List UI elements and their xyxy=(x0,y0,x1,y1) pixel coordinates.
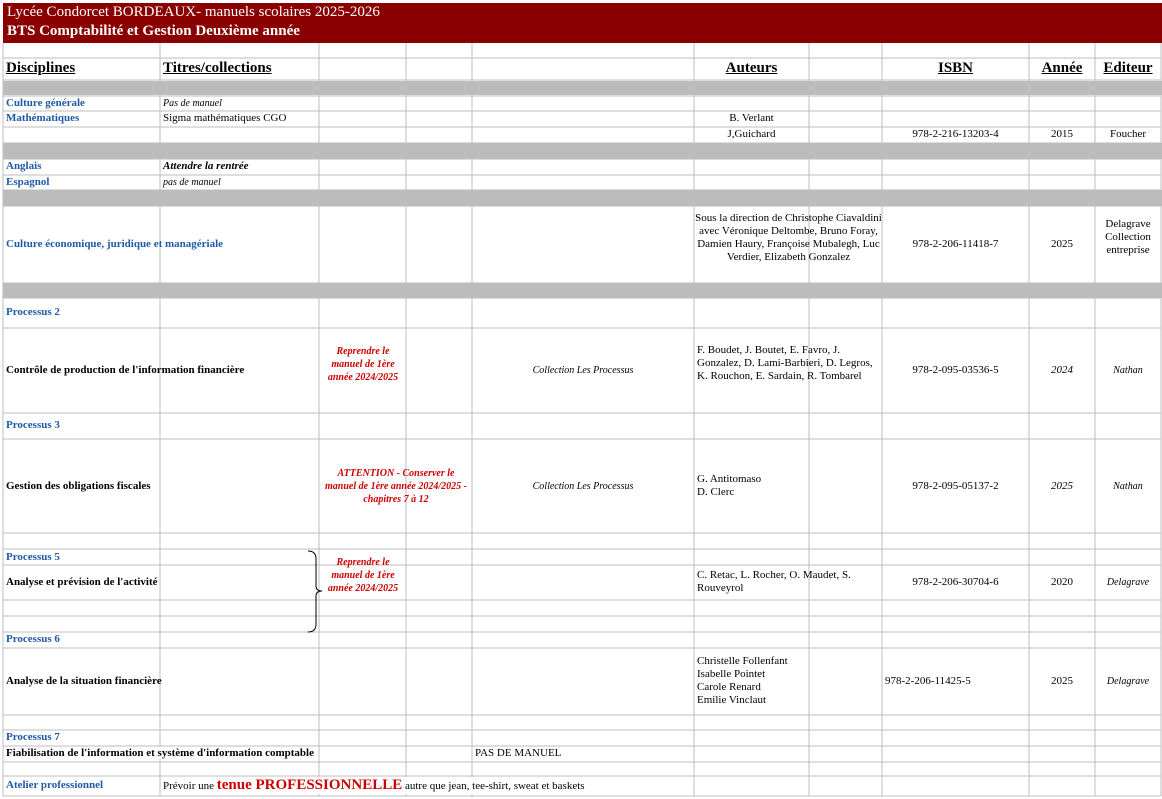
header-isbn: ISBN xyxy=(937,60,974,76)
annee-analyse-activite: 2020 xyxy=(1051,576,1073,588)
annee-situation: 2025 xyxy=(1051,675,1073,687)
note-atelier-prefix: Prévoir une xyxy=(163,780,217,792)
label-processus-3: Processus 3 xyxy=(6,419,60,431)
auteur-mathematiques-2: J,Guichard xyxy=(727,128,776,140)
titre-culture-generale: Pas de manuel xyxy=(163,98,222,109)
label-processus-7: Processus 7 xyxy=(6,731,60,743)
auteur-situation-4: Emilie Vinclaut xyxy=(697,694,767,706)
discipline-cejm: Culture économique, juridique et managériale xyxy=(6,238,224,250)
auteur-mathematiques-1: B. Verlant xyxy=(729,112,774,124)
note-atelier xyxy=(163,777,589,794)
isbn-mathematiques: 978-2-216-13203-4 xyxy=(912,128,999,140)
discipline-mathematiques: Mathématiques xyxy=(6,112,80,124)
note-atelier-highlight: tenue PROFESSIONNELLE xyxy=(216,777,403,793)
note-controle: Reprendre le manuel de 1ère année 2024/2025 xyxy=(327,346,399,383)
discipline-anglais: Anglais xyxy=(6,160,42,172)
isbn-cejm: 978-2-206-11418-7 xyxy=(912,238,999,250)
isbn-fiscales: 978-2-095-05137-2 xyxy=(912,480,999,492)
note-fiscales: ATTENTION - Conserver le manuel de 1ère année 2024/2025 - chapitres 7 à 12 xyxy=(325,468,467,505)
note-atelier-suffix: autre que jean, tee-shirt, sweat et baskets xyxy=(402,780,585,792)
auteurs-cejm: Sous la direction de Christophe Ciavaldini avec Véronique Deltombe, Bruno Foray, Damien Haury, Françoise Mubalegh, Luc Verdier, Elizabeth Gonzalez xyxy=(695,212,882,263)
header-annee: Année xyxy=(1041,60,1083,76)
auteur-situation-2: Isabelle Pointet xyxy=(697,668,766,680)
label-processus-5: Processus 5 xyxy=(6,551,60,563)
header-auteurs: Auteurs xyxy=(725,60,778,76)
separator-band xyxy=(3,190,1162,206)
editeur-analyse-activite: Delagrave xyxy=(1106,577,1150,588)
auteur-situation-1: Christelle Follenfant xyxy=(697,655,788,667)
collection-controle: Collection Les Processus xyxy=(532,365,634,376)
auteur-fiscales-2: D. Clerc xyxy=(697,486,735,498)
page-banner xyxy=(3,3,1162,43)
annee-cejm: 2025 xyxy=(1051,238,1073,250)
label-processus-2: Processus 2 xyxy=(6,306,60,318)
discipline-atelier: Atelier professionnel xyxy=(6,779,104,791)
discipline-culture-generale: Culture générale xyxy=(6,97,85,109)
banner-subtitle: BTS Comptabilité et Gestion Deuxième année xyxy=(7,23,300,39)
titre-espagnol: pas de manuel xyxy=(163,177,221,188)
separator-band xyxy=(3,143,1162,159)
auteurs-controle: F. Boudet, J. Boutet, E. Favro, J. Gonzalez, D. Lami-Barbieri, D. Legros, K. Rouchon, E. Sardain, R. Tombarel xyxy=(697,344,873,382)
discipline-fiabilisation: Fiabilisation de l'information et système d'information comptable xyxy=(6,747,318,759)
header-editeur: Editeur xyxy=(1103,60,1153,76)
discipline-fiscales: Gestion des obligations fiscales xyxy=(6,480,151,492)
banner-title: Lycée Condorcet BORDEAUX- manuels scolaires 2025-2026 xyxy=(7,4,380,20)
collection-fiscales: Collection Les Processus xyxy=(532,481,634,492)
editeur-situation: Delagrave xyxy=(1106,676,1150,687)
editeur-controle: Nathan xyxy=(1113,365,1143,376)
auteurs-analyse-activite: C. Retac, L. Rocher, O. Maudet, S. Rouveyrol xyxy=(697,569,851,594)
annee-mathematiques: 2015 xyxy=(1051,128,1073,140)
discipline-espagnol: Espagnol xyxy=(6,176,50,188)
auteur-situation-3: Carole Renard xyxy=(697,681,761,693)
annee-fiscales: 2025 xyxy=(1051,480,1073,492)
editeur-mathematiques: Foucher xyxy=(1109,128,1147,140)
auteur-fiscales-1: G. Antitomaso xyxy=(697,473,762,485)
isbn-analyse-activite: 978-2-206-30704-6 xyxy=(912,576,999,588)
discipline-situation: Analyse de la situation financière xyxy=(6,675,162,687)
note-analyse-activite: Reprendre le manuel de 1ère année 2024/2025 xyxy=(327,557,399,594)
separator-band xyxy=(3,81,1162,95)
editeur-cejm: Delagrave Collection entreprise xyxy=(1105,218,1151,256)
titre-mathematiques: Sigma mathématiques CGO xyxy=(163,112,287,124)
annee-controle: 2024 xyxy=(1051,364,1073,376)
label-processus-6: Processus 6 xyxy=(6,633,60,645)
editeur-fiscales: Nathan xyxy=(1113,481,1143,492)
header-disciplines: Disciplines xyxy=(6,60,76,76)
note-fiabilisation: PAS DE MANUEL xyxy=(475,747,562,759)
curly-brace xyxy=(308,551,322,632)
separator-band xyxy=(3,283,1162,298)
header-titres: Titres/collections xyxy=(163,60,272,76)
isbn-situation: 978-2-206-11425-5 xyxy=(885,675,971,687)
discipline-analyse-activite: Analyse et prévision de l'activité xyxy=(6,576,158,588)
discipline-controle: Contrôle de production de l'information financière xyxy=(6,364,245,376)
isbn-controle: 978-2-095-03536-5 xyxy=(912,364,999,376)
titre-anglais: Attendre la rentrée xyxy=(163,160,249,172)
